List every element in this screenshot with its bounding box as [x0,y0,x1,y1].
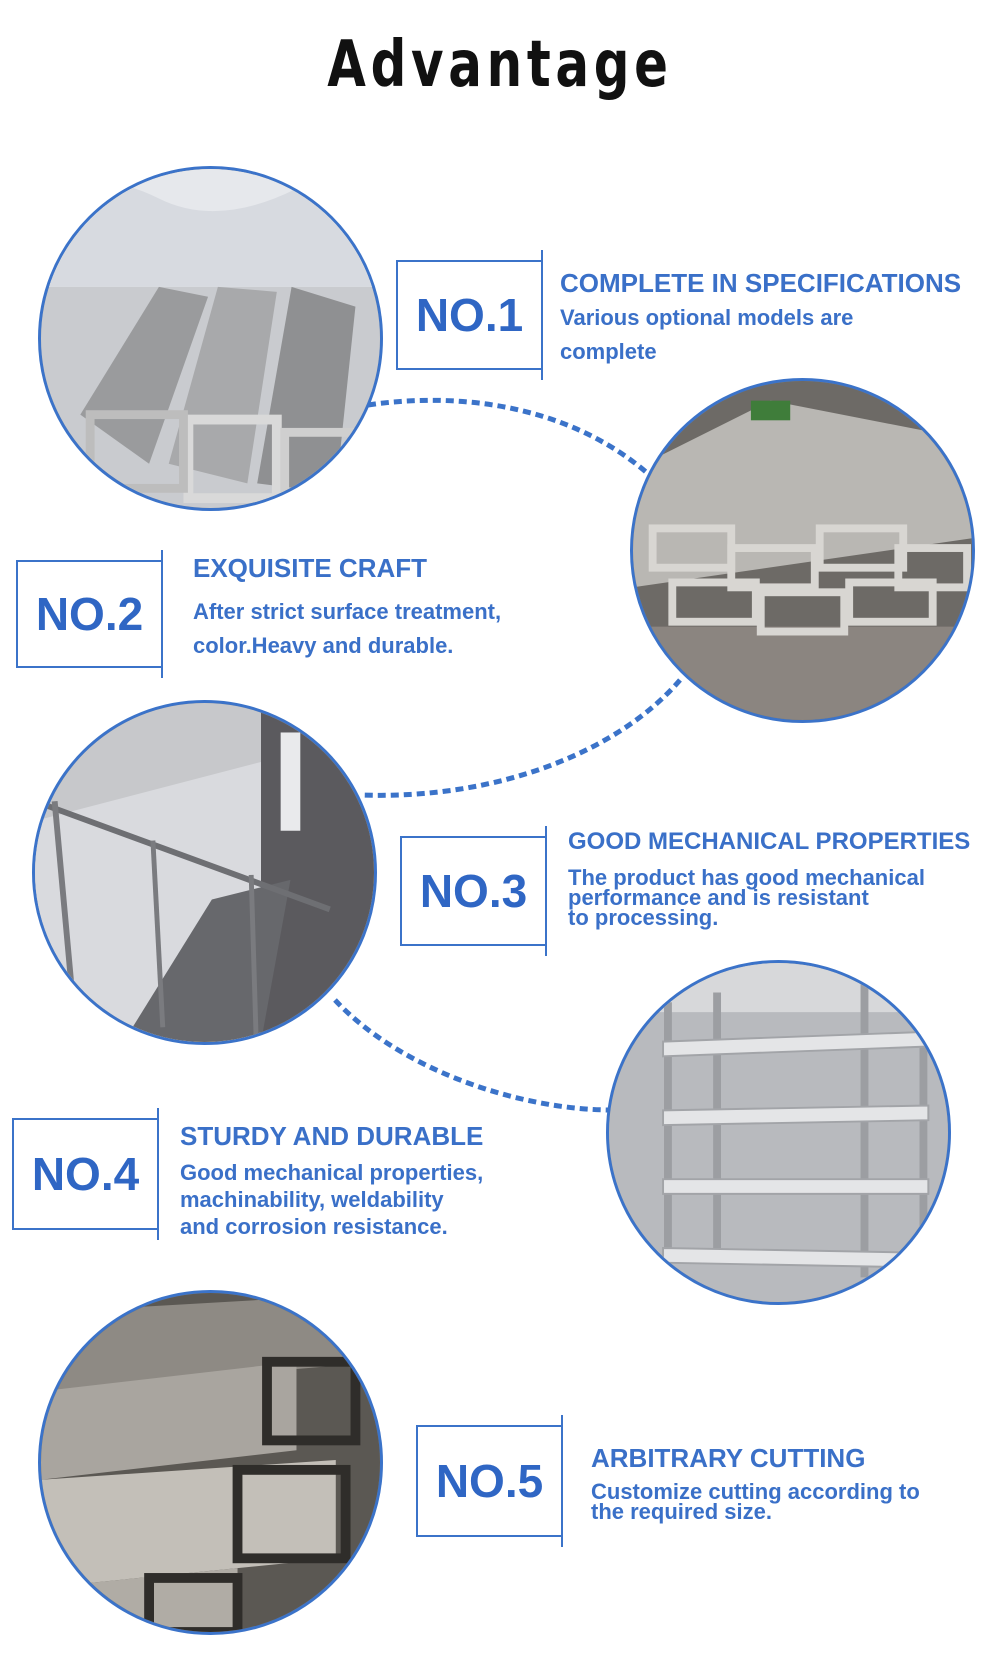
feature-number: NO.4 [31,1148,140,1200]
feature-title: GOOD MECHANICAL PROPERTIES [568,828,971,855]
feature-description: Customize cutting according to the required size. [591,1479,920,1524]
feature-number: NO.5 [435,1455,544,1507]
feature-badge [416,1425,561,1537]
feature-title: ARBITRARY CUTTING [591,1443,866,1473]
feature-badge [400,836,545,946]
feature-description: After strict surface treatment, color.Heavy and durable. [193,599,502,658]
feature-badge [12,1118,157,1230]
feature-number: NO.3 [419,865,528,917]
feature-description: Good mechanical properties, machinability, weldability and corrosion resistance. [180,1160,484,1239]
feature-number: NO.1 [415,289,524,341]
feature-title: STURDY AND DURABLE [180,1121,484,1151]
feature-title: COMPLETE IN SPECIFICATIONS [560,268,962,298]
feature-badge [16,560,161,668]
feature-number: NO.2 [35,588,144,640]
photo-square-tubes [38,166,383,511]
photo-rectangular-tubes [630,378,975,723]
photo-steel-shelf [606,960,951,1305]
photo-cut-tubes [38,1290,383,1635]
feature-description: The product has good mechanical performance and is resistant to processing. [568,865,925,930]
photo-staircase-railing [32,700,377,1045]
page-title: Advantage [327,28,673,102]
feature-badge [396,260,541,370]
feature-title: EXQUISITE CRAFT [193,553,428,583]
feature-description: Various optional models are complete [560,305,854,364]
